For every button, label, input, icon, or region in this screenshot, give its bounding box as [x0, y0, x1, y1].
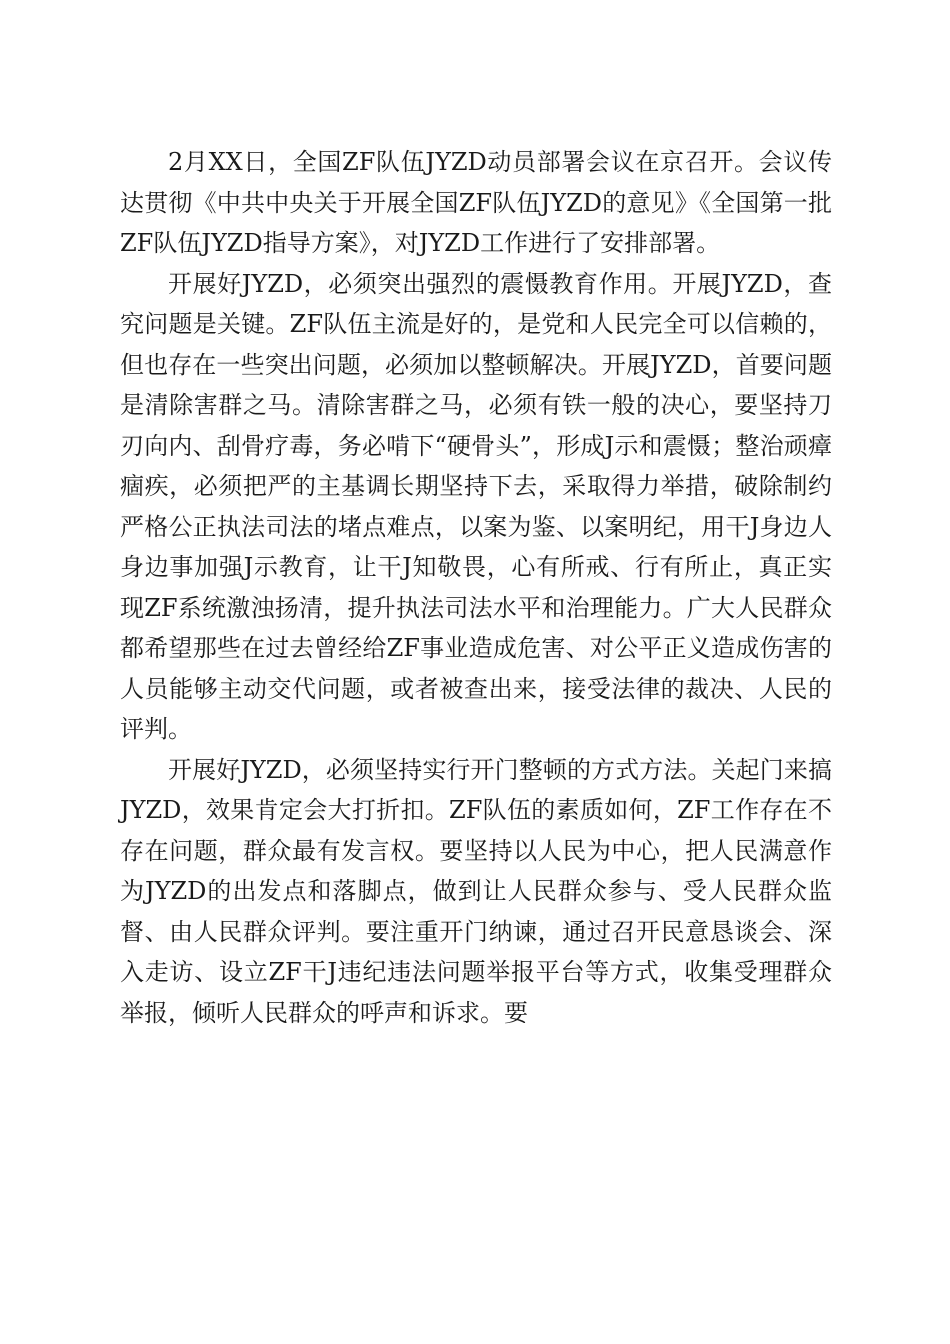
- paragraph-open-rectification: 开展好JYZD，必须坚持实行开门整顿的方式方法。关起门来搞JYZD，效果肯定会大打折扣。ZF队伍的素质如何，ZF工作存在不存在问题，群众最有发言权。要坚持以人民为中心，把人民满意作为JYZD的出发点和落脚点，做到让人民群众参与、受人民群众监督、由人民群众评判。要注重开门纳谏，通过召开民意恳谈会、深入走访、设立ZF干J违纪违法问题举报平台等方式，收集受理群众举报，倾听人民群众的呼声和诉求。要: [120, 755, 832, 1027]
- paragraph-deterrence-education: 开展好JYZD，必须突出强烈的震慑教育作用。开展JYZD，查究问题是关键。ZF队伍主流是好的，是党和人民完全可以信赖的，但也存在一些突出问题，必须加以整顿解决。开展JYZD，首要问题是清除害群之马。清除害群之马，必须有铁一般的决心，要坚持刀刃向内、刮骨疗毒，务必啃下“硬骨头”，形成J示和震慑；整治顽瘴痼疾，必须把严的主基调长期坚持下去，采取得力举措，破除制约严格公正执法司法的堵点难点，以案为鉴、以案明纪，用干J身边人身边事加强J示教育，让干J知敬畏，心有所戒、行有所止，真正实现ZF系统激浊扬清，提升执法司法水平和治理能力。广大人民群众都希望那些在过去曾经给ZF事业造成危害、对公平正义造成伤害的人员能够主动交代问题，或者被查出来，接受法律的裁决、人民的评判。: [120, 269, 832, 743]
- paragraph-meeting-intro: 2月XX日，全国ZF队伍JYZD动员部署会议在京召开。会议传达贯彻《中共中央关于开展全国ZF队伍JYZD的意见》《全国第一批ZF队伍JYZD指导方案》，对JYZD工作进行了安排部署。: [120, 148, 832, 257]
- document-body: [120, 142, 832, 1033]
